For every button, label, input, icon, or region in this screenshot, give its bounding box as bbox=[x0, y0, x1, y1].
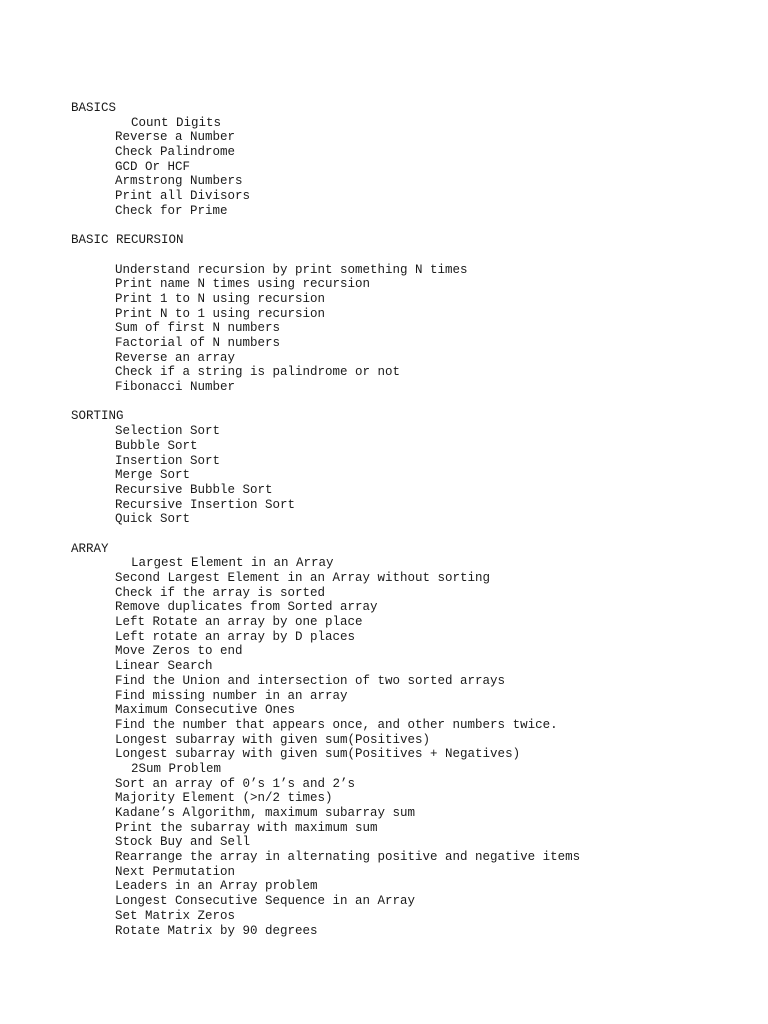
list-item: Second Largest Element in an Array without sorting bbox=[115, 571, 491, 585]
list-item: Check Palindrome bbox=[115, 145, 236, 160]
list-item: Print name N times using recursion bbox=[115, 277, 371, 292]
list-item: Kadane’s Algorithm, maximum subarray sum bbox=[115, 806, 416, 820]
list-item: Find the Union and intersection of two sorted arrays bbox=[115, 673, 506, 688]
section-sorting bbox=[71, 409, 751, 527]
list-item: Maximum Consecutive Ones bbox=[115, 703, 296, 718]
list-item: Sum of first N numbers bbox=[115, 321, 281, 336]
list-item: Insertion Sort bbox=[115, 453, 221, 468]
list-item: Largest Element in an Array bbox=[131, 556, 334, 571]
list-item: Print 1 to N using recursion bbox=[115, 291, 326, 306]
section-heading: BASICS bbox=[71, 101, 117, 115]
list-item: Check if a string is palindrome or not bbox=[115, 365, 401, 380]
list-item: GCD Or HCF bbox=[115, 159, 191, 174]
list-item: Bubble Sort bbox=[115, 438, 198, 453]
section-items bbox=[71, 424, 751, 527]
list-item: Selection Sort bbox=[115, 424, 221, 439]
list-item: Armstrong Numbers bbox=[115, 174, 243, 189]
section-heading: ARRAY bbox=[71, 541, 109, 556]
section-basic-recursion bbox=[71, 233, 751, 395]
list-item: Merge Sort bbox=[115, 468, 191, 483]
list-item: Majority Element (>n/2 times) bbox=[115, 791, 333, 806]
section-items bbox=[71, 116, 751, 219]
list-item: Longest subarray with given sum(Positives) bbox=[115, 732, 431, 747]
list-item: Find missing number in an array bbox=[115, 688, 348, 703]
list-item: Left Rotate an array by one place bbox=[115, 615, 363, 630]
list-item: Left rotate an array by D places bbox=[115, 629, 356, 644]
list-item: Reverse a Number bbox=[115, 130, 236, 145]
blank-line bbox=[71, 248, 751, 263]
document-content bbox=[71, 101, 751, 938]
list-item: Check if the array is sorted bbox=[115, 585, 326, 600]
list-item: Move Zeros to end bbox=[115, 644, 243, 659]
list-item: Find the number that appears once, and other numbers twice. bbox=[115, 717, 558, 732]
list-item: Longest subarray with given sum(Positives + Negatives) bbox=[115, 747, 521, 762]
section-array bbox=[71, 542, 751, 939]
list-item: Leaders in an Array problem bbox=[115, 879, 318, 894]
list-item: Rearrange the array in alternating positive and negative items bbox=[115, 850, 581, 865]
list-item: Print all Divisors bbox=[115, 189, 251, 204]
section-heading: BASIC RECURSION bbox=[71, 233, 184, 248]
section-basics bbox=[71, 101, 751, 219]
list-item: Recursive Bubble Sort bbox=[115, 482, 273, 497]
list-item: Fibonacci Number bbox=[115, 380, 236, 395]
section-items bbox=[71, 556, 751, 938]
list-item: Print the subarray with maximum sum bbox=[115, 820, 378, 835]
list-item: Rotate Matrix by 90 degrees bbox=[115, 923, 318, 938]
list-item: Stock Buy and Sell bbox=[115, 835, 251, 850]
section-items bbox=[71, 263, 751, 395]
list-item: Sort an array of 0’s 1’s and 2’s bbox=[115, 776, 356, 791]
list-item: Longest Consecutive Sequence in an Array bbox=[115, 894, 416, 909]
list-item: Check for Prime bbox=[115, 203, 228, 218]
list-item: Quick Sort bbox=[115, 512, 191, 527]
list-item: 2Sum Problem bbox=[131, 761, 222, 776]
list-item: Count Digits bbox=[131, 115, 222, 130]
section-heading: SORTING bbox=[71, 409, 124, 424]
list-item: Set Matrix Zeros bbox=[115, 908, 236, 923]
list-item: Next Permutation bbox=[115, 864, 236, 879]
list-item: Remove duplicates from Sorted array bbox=[115, 600, 378, 615]
list-item: Factorial of N numbers bbox=[115, 336, 281, 350]
list-item: Recursive Insertion Sort bbox=[115, 497, 296, 512]
list-item: Understand recursion by print something N times bbox=[115, 262, 468, 277]
list-item: Linear Search bbox=[115, 659, 213, 674]
list-item: Print N to 1 using recursion bbox=[115, 306, 326, 321]
list-item: Reverse an array bbox=[115, 350, 236, 365]
